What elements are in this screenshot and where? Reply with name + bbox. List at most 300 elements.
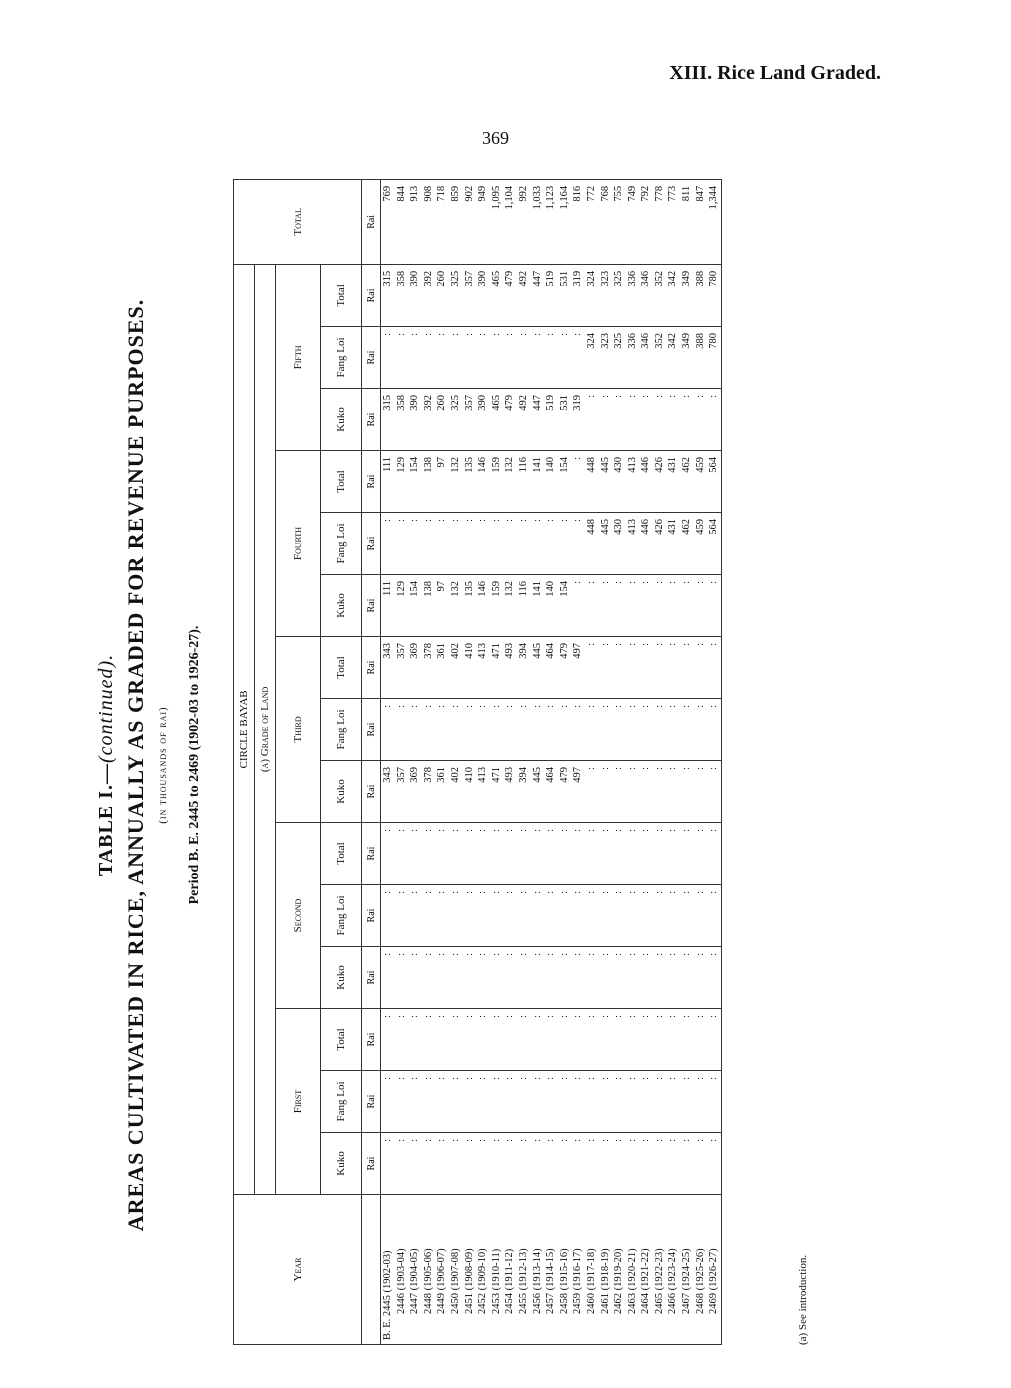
unit-cell: Rai — [362, 1071, 381, 1133]
third-kuko-column-value: 402 — [449, 767, 461, 783]
empty-column-value: : — [613, 829, 625, 832]
fourth-total-column-value: : — [572, 457, 584, 460]
third-kuko-column-value: : — [640, 767, 652, 770]
fifth-total-column-value: 392 — [422, 270, 434, 287]
fifth-fang-column-value: : — [504, 333, 516, 336]
empty-column-value: : — [395, 829, 407, 832]
fifth-kuko-column-value: 358 — [395, 395, 407, 411]
year-text: 2463 (1920-21) — [626, 1248, 638, 1314]
empty-column-value: : — [545, 891, 557, 894]
third-fang-column-value: : — [463, 705, 475, 708]
fifth-total-column-value: 352 — [653, 270, 665, 287]
empty-column-value: : — [504, 1077, 516, 1080]
year-value — [558, 1195, 572, 1344]
empty-column-value: : — [558, 953, 570, 956]
fourth-kuko-column-value: 132 — [504, 581, 516, 597]
third-kuko-column-value: 378 — [422, 767, 434, 783]
third-kuko-column-value: 361 — [436, 767, 448, 783]
grand-total-column-value: 1,123 — [545, 185, 557, 210]
year-text: 2455 (1912-13) — [517, 1248, 529, 1314]
empty-column-value: : — [436, 891, 448, 894]
empty-column-value: : — [653, 1015, 665, 1018]
grade-header: (a) Grade of Land — [255, 264, 276, 1194]
empty-column-value: : — [640, 1015, 652, 1018]
year-unit-cell — [362, 1195, 381, 1345]
empty-column-value: : — [531, 829, 543, 832]
year-text: 2453 (1910-11) — [490, 1248, 502, 1314]
fourth-kuko-column-value: : — [681, 581, 693, 584]
empty-column-value: : — [422, 953, 434, 956]
empty-column — [381, 947, 722, 1009]
empty-column-value: : — [558, 829, 570, 832]
page-number: 369 — [482, 128, 509, 148]
third-fang-column-value: : — [395, 705, 407, 708]
third-total-column-value: : — [694, 643, 706, 646]
fifth-kuko-column-value: : — [626, 395, 638, 398]
empty-column-value: : — [585, 1015, 597, 1018]
empty-column-value: : — [626, 1015, 638, 1018]
empty-column-value: : — [681, 953, 693, 956]
empty-column-value: : — [477, 1139, 489, 1142]
fourth-fang-column-value: : — [490, 519, 502, 522]
unit-cell: Rai — [362, 1009, 381, 1071]
year-value — [422, 1195, 436, 1344]
empty-column-value: : — [572, 1015, 584, 1018]
third-fang-column-value: : — [599, 705, 611, 708]
year-value — [381, 1195, 395, 1344]
empty-column-value: : — [409, 829, 421, 832]
empty-column-value: : — [382, 953, 393, 956]
fourth-total-column-value: 132 — [449, 457, 461, 473]
third-total-column-value: 413 — [477, 643, 489, 659]
third-total-column-value: 378 — [422, 643, 434, 659]
third-fang-column-value: : — [504, 705, 516, 708]
third-kuko-column-value: 471 — [490, 767, 502, 783]
fifth-kuko-column-value: : — [681, 395, 693, 398]
year-column — [381, 1195, 722, 1345]
empty-column-value: : — [517, 953, 529, 956]
third-kuko-column-value: 410 — [463, 767, 475, 783]
fourth-fang-column-value: : — [504, 519, 516, 522]
unit-row — [362, 179, 381, 1344]
empty-column-value: : — [477, 1077, 489, 1080]
grade-fifth-header: Fifth — [276, 264, 321, 450]
empty-column-value: : — [395, 1139, 407, 1142]
empty-column-value: : — [545, 1139, 557, 1142]
third-fang-column-value: : — [517, 705, 529, 708]
table-units: (in thousands of rai) — [157, 706, 169, 824]
fourth-fang-column-value: : — [382, 519, 393, 522]
empty-column-value: : — [490, 1139, 502, 1142]
grade-first-header: First — [276, 1009, 321, 1195]
fourth-kuko-column — [381, 575, 722, 637]
unit-cell: Rai — [362, 513, 381, 575]
unit-cell: Rai — [362, 327, 381, 389]
year-value — [694, 1195, 708, 1344]
fourth-fang-column-value: 462 — [681, 519, 693, 535]
third-total-column-value: : — [708, 643, 720, 646]
empty-column-value: : — [572, 1139, 584, 1142]
grand-total-column-value: 811 — [681, 185, 693, 202]
fourth-total-column-value: 430 — [613, 457, 625, 473]
third-total-column-value: 410 — [463, 643, 475, 659]
year-value — [639, 1195, 653, 1344]
empty-column-value: : — [490, 829, 502, 832]
fifth-total-column-value: 479 — [504, 270, 516, 287]
empty-column-value: : — [436, 829, 448, 832]
empty-column-value: : — [667, 829, 679, 832]
empty-column-value: : — [409, 1139, 421, 1142]
fourth-total-column-value: 159 — [490, 457, 502, 473]
year-text: 2450 (1907-08) — [449, 1248, 461, 1314]
empty-column-value: : — [599, 1015, 611, 1018]
empty-column-value: : — [694, 1139, 706, 1142]
fifth-kuko-column-value: 325 — [449, 395, 461, 411]
sub-header-fourth-0: Kuko — [321, 575, 362, 637]
fifth-kuko-column-value: : — [653, 395, 665, 398]
empty-column-value: : — [613, 1077, 625, 1080]
empty-column-value: : — [409, 1015, 421, 1018]
fifth-total-column-value: 531 — [558, 270, 570, 287]
third-kuko-column-value: : — [585, 767, 597, 770]
empty-column-value: : — [545, 953, 557, 956]
fifth-kuko-column-value: : — [708, 395, 720, 398]
year-value — [490, 1195, 504, 1344]
empty-column-value: : — [613, 953, 625, 956]
third-kuko-column-value: 479 — [558, 767, 570, 783]
sub-header-third-1: Fang Loi — [321, 699, 362, 761]
empty-column-value: : — [504, 1015, 516, 1018]
third-total-column-value: : — [640, 643, 652, 646]
fifth-total-column-value: 349 — [681, 270, 693, 287]
empty-column-value: : — [640, 829, 652, 832]
sub-header-row — [321, 179, 362, 1344]
empty-column-value: : — [422, 1015, 434, 1018]
empty-column-value: : — [599, 1139, 611, 1142]
sub-header-fourth-2: Total — [321, 451, 362, 513]
third-fang-column-value: : — [653, 705, 665, 708]
fourth-fang-column-value: 413 — [626, 519, 638, 535]
third-total-column-value: 402 — [449, 643, 461, 659]
fourth-total-column-value: 116 — [517, 457, 529, 473]
empty-column-value: : — [667, 953, 679, 956]
empty-column-value: : — [572, 1077, 584, 1080]
grand-total-column-value: 844 — [395, 185, 407, 202]
empty-column-value: : — [409, 891, 421, 894]
fourth-fang-column-value: 564 — [708, 519, 720, 535]
year-text: 2456 (1913-14) — [531, 1248, 543, 1314]
empty-column-value: : — [545, 1015, 557, 1018]
fourth-kuko-column-value: 159 — [490, 581, 502, 597]
fifth-fang-column-value: : — [558, 333, 570, 336]
empty-column-value: : — [613, 1015, 625, 1018]
sub-header-second-1: Fang Loi — [321, 885, 362, 947]
fourth-kuko-column-value: 97 — [436, 581, 448, 592]
total-header: Total — [234, 179, 362, 264]
year-text: 2459 (1916-17) — [572, 1248, 584, 1314]
fourth-kuko-column-value: 140 — [545, 581, 557, 597]
fourth-kuko-column-value: : — [708, 581, 720, 584]
empty-column-value: : — [681, 1015, 693, 1018]
grand-total-column-value: 773 — [667, 185, 679, 202]
empty-column-value: : — [667, 1077, 679, 1080]
fourth-fang-column-value: 448 — [585, 519, 597, 535]
fifth-total-column-value: 780 — [708, 270, 720, 287]
fifth-kuko-column-value: : — [667, 395, 679, 398]
fifth-fang-column-value: 388 — [694, 333, 706, 349]
empty-column-value: : — [436, 1139, 448, 1142]
empty-column-value: : — [558, 1139, 570, 1142]
year-text: 2464 (1921-22) — [640, 1248, 652, 1314]
third-kuko-column-value: 464 — [545, 767, 557, 783]
fifth-fang-column-value: 352 — [653, 333, 665, 349]
fifth-total-column-value: 315 — [382, 270, 393, 287]
empty-column-value: : — [449, 953, 461, 956]
grand-total-column-value: 992 — [517, 185, 529, 202]
empty-column-value: : — [531, 1015, 543, 1018]
empty-column-value: : — [436, 953, 448, 956]
third-kuko-column-value: 445 — [531, 767, 543, 783]
third-kuko-column-value: 343 — [382, 767, 393, 783]
grade-fourth-header: Fourth — [276, 451, 321, 637]
grade-second-header: Second — [276, 823, 321, 1009]
empty-column-value: : — [531, 1077, 543, 1080]
sub-header-first-0: Kuko — [321, 1133, 362, 1195]
era-label: B. E. — [382, 1318, 393, 1340]
year-text: 2461 (1918-19) — [599, 1248, 611, 1314]
empty-column-value: : — [708, 1139, 720, 1142]
empty-column-value: : — [477, 891, 489, 894]
empty-column-value: : — [572, 891, 584, 894]
fourth-total-column-value: 132 — [504, 457, 516, 473]
fifth-kuko-column-value: 315 — [382, 395, 393, 411]
fourth-kuko-column-value: : — [626, 581, 638, 584]
empty-column-value: : — [517, 1139, 529, 1142]
fourth-fang-column-value: : — [422, 519, 434, 522]
fifth-fang-column-value: : — [531, 333, 543, 336]
fourth-fang-column-value: : — [477, 519, 489, 522]
third-fang-column-value: : — [708, 705, 720, 708]
year-value — [585, 1195, 599, 1344]
empty-column-value: : — [708, 829, 720, 832]
running-head: XIII. Rice Land Graded. — [669, 62, 881, 84]
fourth-total-column-value: 413 — [626, 457, 638, 473]
fourth-total-column-value: 462 — [681, 457, 693, 473]
empty-column-value: : — [653, 953, 665, 956]
unit-cell: Rai — [362, 761, 381, 823]
empty-column-value: : — [422, 1139, 434, 1142]
year-value — [435, 1195, 449, 1344]
sub-header-fifth-2: Total — [321, 264, 362, 326]
fifth-fang-column-value: : — [572, 333, 584, 336]
empty-column-value: : — [640, 891, 652, 894]
empty-column-value: : — [422, 829, 434, 832]
grand-total-column-value: 859 — [449, 185, 461, 202]
sub-header-fourth-1: Fang Loi — [321, 513, 362, 575]
fourth-kuko-column-value: : — [585, 581, 597, 584]
empty-column-value: : — [599, 1077, 611, 1080]
third-kuko-column-value: 394 — [517, 767, 529, 783]
third-kuko-column-value: : — [599, 767, 611, 770]
fourth-total-column-value: 459 — [694, 457, 706, 473]
empty-column-value: : — [449, 829, 461, 832]
empty-column-value: : — [694, 953, 706, 956]
year-value — [463, 1195, 477, 1344]
unit-cell: Rai — [362, 575, 381, 637]
year-text: 2457 (1914-15) — [545, 1248, 557, 1314]
empty-column-value: : — [490, 891, 502, 894]
grand-total-column-value: 755 — [613, 185, 625, 202]
data-row — [381, 179, 722, 1344]
third-total-column-value: : — [585, 643, 597, 646]
fifth-kuko-column-value: 390 — [477, 395, 489, 411]
third-total-column — [381, 637, 722, 699]
third-kuko-column-value: 497 — [572, 767, 584, 783]
empty-column-value: : — [422, 1077, 434, 1080]
fourth-kuko-column-value: 135 — [463, 581, 475, 597]
empty-column-value: : — [463, 829, 475, 832]
fourth-fang-column-value: : — [572, 519, 584, 522]
unit-cell: Rai — [362, 1133, 381, 1195]
year-header: Year — [234, 1195, 362, 1345]
empty-column-value: : — [667, 1139, 679, 1142]
fourth-total-column-value: 445 — [599, 457, 611, 473]
fourth-total-column-value: 135 — [463, 457, 475, 473]
sub-header-second-0: Kuko — [321, 947, 362, 1009]
year-value — [612, 1195, 626, 1344]
fifth-fang-column-value: : — [422, 333, 434, 336]
year-text: 2466 (1923-24) — [667, 1248, 679, 1314]
fifth-fang-column-value: : — [395, 333, 407, 336]
third-fang-column-value: : — [477, 705, 489, 708]
third-kuko-column-value: : — [708, 767, 720, 770]
year-value — [544, 1195, 558, 1344]
empty-column-value: : — [463, 891, 475, 894]
grand-total-column-value: 949 — [477, 185, 489, 202]
third-kuko-column — [381, 761, 722, 823]
year-value — [571, 1195, 585, 1344]
fifth-fang-column-value: : — [436, 333, 448, 336]
empty-column-value: : — [395, 891, 407, 894]
unit-cell: Rai — [362, 389, 381, 451]
empty-column-value: : — [613, 891, 625, 894]
fifth-fang-column-value: : — [449, 333, 461, 336]
fourth-kuko-column-value: : — [599, 581, 611, 584]
fourth-fang-column-value: : — [409, 519, 421, 522]
empty-column-value: : — [477, 829, 489, 832]
empty-column-value: : — [694, 891, 706, 894]
fifth-fang-column-value: 325 — [613, 333, 625, 349]
year-text: 2469 (1926-27) — [708, 1248, 720, 1314]
fourth-fang-column-value: : — [436, 519, 448, 522]
fourth-kuko-column-value: : — [667, 581, 679, 584]
empty-column-value: : — [382, 1077, 393, 1080]
fifth-kuko-column-value: 319 — [572, 395, 584, 411]
fifth-fang-column-value: 342 — [667, 333, 679, 349]
grand-total-column-value: 778 — [653, 185, 665, 202]
empty-column-value: : — [463, 1077, 475, 1080]
year-value — [666, 1195, 680, 1344]
year-text: 2465 (1922-23) — [653, 1248, 665, 1314]
third-kuko-column-value: : — [681, 767, 693, 770]
empty-column-value: : — [395, 953, 407, 956]
third-fang-column-value: : — [626, 705, 638, 708]
third-kuko-column-value: 369 — [409, 767, 421, 783]
year-text: 2451 (1908-09) — [463, 1248, 475, 1314]
third-total-column-value: 445 — [531, 643, 543, 659]
empty-column-value: : — [694, 1015, 706, 1018]
empty-column-value: : — [640, 953, 652, 956]
third-fang-column-value: : — [585, 705, 597, 708]
year-value — [517, 1195, 531, 1344]
fourth-kuko-column-value: 154 — [558, 581, 570, 597]
grand-total-column-value: 772 — [585, 185, 597, 202]
third-fang-column-value: : — [545, 705, 557, 708]
year-text: 2460 (1917-18) — [585, 1248, 597, 1314]
empty-column — [381, 1009, 722, 1071]
fourth-total-column-value: 426 — [653, 457, 665, 473]
third-total-column-value: : — [613, 643, 625, 646]
empty-column-value: : — [585, 1139, 597, 1142]
empty-column-value: : — [463, 1139, 475, 1142]
fifth-total-column-value: 390 — [409, 270, 421, 287]
empty-column-value: : — [490, 1077, 502, 1080]
empty-column-value: : — [626, 1077, 638, 1080]
fifth-kuko-column-value: 260 — [436, 395, 448, 411]
third-total-column-value: : — [653, 643, 665, 646]
empty-column-value: : — [708, 1015, 720, 1018]
empty-column-value: : — [517, 891, 529, 894]
empty-column-value: : — [585, 1077, 597, 1080]
third-total-column-value: 479 — [558, 643, 570, 659]
third-fang-column-value: : — [409, 705, 421, 708]
third-kuko-column-value: : — [626, 767, 638, 770]
fourth-fang-column-value: : — [558, 519, 570, 522]
empty-column-value: : — [681, 891, 693, 894]
year-text: 2458 (1915-16) — [558, 1248, 570, 1314]
fifth-kuko-column-value: : — [613, 395, 625, 398]
fourth-kuko-column-value: 111 — [382, 581, 393, 596]
unit-cell: Rai — [362, 264, 381, 326]
fourth-total-column-value: 141 — [531, 457, 543, 473]
empty-column-value: : — [681, 1139, 693, 1142]
year-value — [653, 1195, 667, 1344]
third-kuko-column-value: : — [653, 767, 665, 770]
empty-column-value: : — [531, 891, 543, 894]
year-text: 2445 (1902-03) — [382, 1250, 393, 1317]
grand-total-column-value: 1,095 — [490, 185, 502, 210]
fifth-kuko-column-value: : — [599, 395, 611, 398]
sub-header-third-0: Kuko — [321, 761, 362, 823]
fourth-kuko-column-value: : — [653, 581, 665, 584]
fifth-fang-column-value: : — [477, 333, 489, 336]
fifth-total-column — [381, 264, 722, 326]
fifth-fang-column-value: : — [545, 333, 557, 336]
third-total-column-value: 394 — [517, 643, 529, 659]
sub-header-second-2: Total — [321, 823, 362, 885]
third-fang-column-value: : — [449, 705, 461, 708]
year-value — [599, 1195, 613, 1344]
fifth-fang-column-value: : — [490, 333, 502, 336]
grand-total-column-value: 768 — [599, 185, 611, 202]
grand-total-column-value: 902 — [463, 185, 475, 202]
third-kuko-column-value: : — [613, 767, 625, 770]
empty-column-value: : — [558, 1077, 570, 1080]
empty-column-value: : — [449, 891, 461, 894]
fifth-total-column-value: 325 — [613, 270, 625, 287]
unit-cell: Rai — [362, 451, 381, 513]
rice-land-table — [233, 179, 722, 1345]
